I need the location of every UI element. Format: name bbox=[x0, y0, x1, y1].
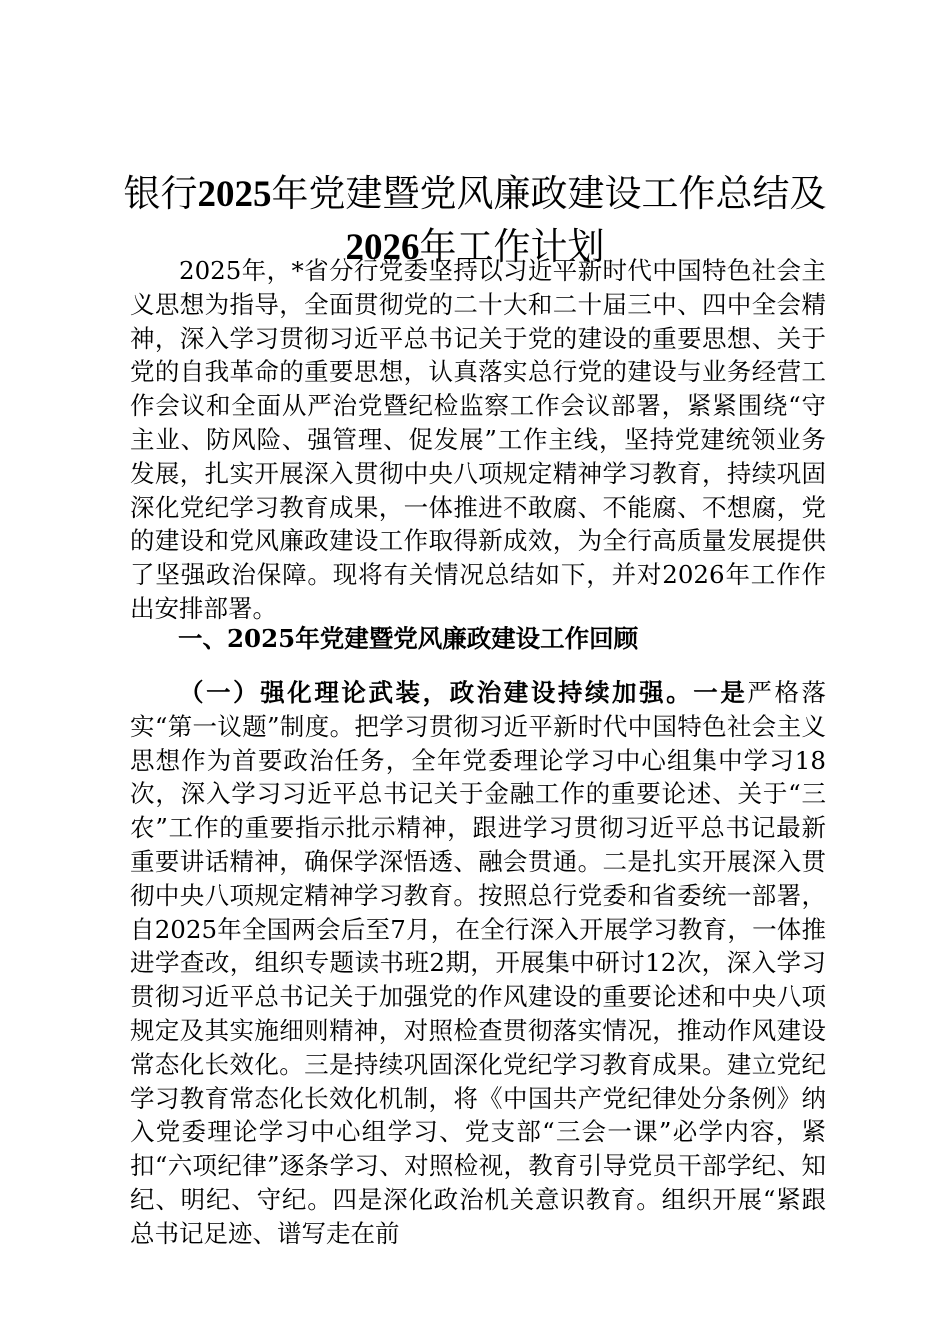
title-line2-year: 2026 bbox=[345, 227, 420, 268]
subsection-lead: 一是 bbox=[693, 678, 748, 707]
title-line1-suffix: 年党建暨党风廉政建设工作总结及 bbox=[271, 172, 827, 215]
intro-paragraph: 2025年，*省分行党委坚持以习近平新时代中国特色社会主义思想为指导，全面贯彻党的二十大和二十届三中、四中全会精神，深入学习贯彻习近平总书记关于党的建设的重要思想、关于党的自我革命的重要思想，认真落实总行党的建设与业务经营工作会议和全面从严治党暨纪检监察工作会议部署，紧紧围绕“守主业、防风险、强管理、促发展”工作主线，坚持党建统领业务发展，扎实开展深入贯彻中央八项规定精神学习教育，持续巩固深化党纪学习教育成果，一体推进不敢腐、不能腐、不想腐，党的建设和党风廉政建设工作取得新成效，为全行高质量发展提供了坚强政治保障。现将有关情况总结如下，并对2026年工作作出安排部署。 bbox=[130, 256, 826, 623]
title-line1-year: 2025 bbox=[197, 174, 272, 215]
title-line1-prefix: 银行 bbox=[123, 172, 198, 215]
subsection-paragraph bbox=[130, 676, 826, 1251]
subsection-text: 严格落实“第一议题”制度。把学习贯彻习近平新时代中国特色社会主义思想作为首要政治任务，全年党委理论学习中心组集中学习18次，深入学习习近平总书记关于金融工作的重要论述、关于“三农”工作的重要指示批示精神，跟进学习贯彻习近平总书记最新重要讲话精神，确保学深悟透、融会贯通。二是扎实开展深入贯彻中央八项规定精神学习教育。按照总行党委和省委统一部署，自2025年全国两会后至7月，在全行深入开展学习教育，一体推进学查改，组织专题读书班2期，开展集中研讨12次，深入学习贯彻习近平总书记关于加强党的作风建设的重要论述和中央八项规定及其实施细则精神，对照检查贯彻落实情况，推动作风建设常态化长效化。三是持续巩固深化党纪学习教育成果。建立党纪学习教育常态化长效化机制，将《中国共产党纪律处分条例》纳入党委理论学习中心组学习、党支部“三会一课”必学内容，紧扣“六项纪律”逐条学习、对照检视，教育引导党员干部学纪、知纪、明纪、守纪。四是深化政治机关意识教育。组织开展“紧跟总书记足迹、谱写走在前 bbox=[130, 678, 827, 1248]
section-heading-review: 一、2025年党建暨党风廉政建设工作回顾 bbox=[178, 624, 639, 653]
subsection-heading: （一）强化理论武装，政治建设持续加强。 bbox=[179, 678, 694, 707]
title-line2-suffix: 年工作计划 bbox=[419, 225, 605, 268]
